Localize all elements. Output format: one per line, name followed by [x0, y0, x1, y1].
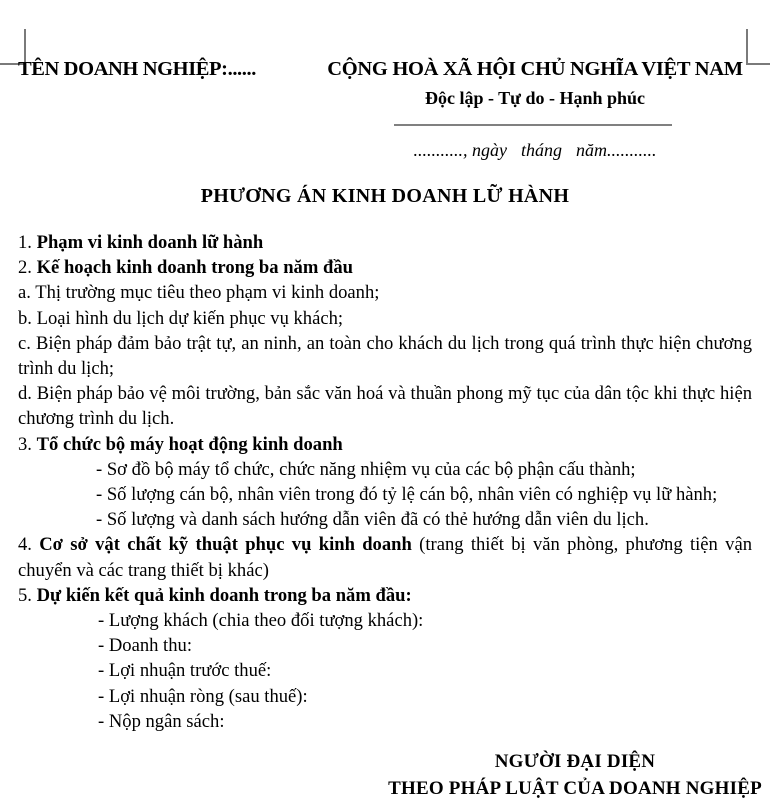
section-1-number: 1.: [18, 232, 37, 253]
document-header: [0, 58, 770, 178]
section-5-label: Dự kiến kết quả kinh doanh trong ba năm đầu:: [36, 584, 412, 606]
section-5-bullet-3: - Lợi nhuận trước thuế:: [98, 660, 272, 682]
company-name-field: TÊN DOANH NGHIỆP:......: [18, 58, 256, 80]
date-prefix: ..........., ngày: [413, 140, 507, 160]
section-5-bullet-2: - Doanh thu:: [98, 635, 192, 657]
section-5-bullet-5: - Nộp ngân sách:: [98, 710, 225, 732]
section-1-label: Phạm vi kinh doanh lữ hành: [36, 232, 264, 253]
section-5-bullet-4: - Lợi nhuận ròng (sau thuế):: [98, 685, 308, 707]
section-3-number: 3.: [18, 433, 37, 455]
page-title: PHƯƠNG ÁN KINH DOANH LỮ HÀNH: [200, 185, 570, 207]
section-5-number: 5.: [18, 584, 37, 606]
section-4-detail: (trang thiết bị văn phòng, phương tiện vận chuyển và các trang thiết bị khác): [18, 534, 752, 581]
section-2-item-a: a. Thị trường mục tiêu theo phạm vi kinh doanh;: [18, 282, 380, 304]
section-1-heading: [18, 230, 752, 255]
section-2-label: Kế hoạch kinh doanh trong ba năm đầu: [36, 257, 353, 279]
section-5-heading: [18, 583, 752, 608]
section-2-item-c: c. Biện pháp đảm bảo trật tự, an ninh, an toàn cho khách du lịch trong quá trình thực hiện chương trình du lịch;: [18, 332, 752, 380]
section-5-bullet-1: - Lượng khách (chia theo đối tượng khách):: [98, 610, 424, 632]
section-4-number: 4.: [18, 534, 40, 556]
date-year: năm...........: [576, 140, 657, 160]
section-2-number: 2.: [18, 257, 37, 279]
section-3-heading: [18, 432, 752, 457]
document-body: [18, 230, 752, 734]
section-2-item-d: d. Biện pháp bảo vệ môi trường, bản sắc văn hoá và thuần phong mỹ tục của dân tộc khi thực hiện chương trình du lịch.: [18, 383, 752, 430]
section-3-label: Tổ chức bộ máy hoạt động kinh doanh: [36, 433, 343, 455]
national-motto: Độc lập - Tự do - Hạnh phúc: [424, 88, 646, 108]
signature-line-2: THEO PHÁP LUẬT CỦA DOANH NGHIỆP: [388, 778, 762, 799]
section-2-heading: [18, 255, 752, 280]
section-4-heading: [18, 532, 752, 582]
national-title: CỘNG HOÀ XÃ HỘI CHỦ NGHĨA VIỆT NAM: [327, 58, 743, 80]
section-3-bullet-3: - Số lượng và danh sách hướng dẫn viên đã có thẻ hướng dẫn viên du lịch.: [96, 509, 649, 531]
signature-line-1: NGƯỜI ĐẠI DIỆN: [494, 751, 656, 772]
section-3-bullet-2: - Số lượng cán bộ, nhân viên trong đó tỷ lệ cán bộ, nhân viên có nghiệp vụ lữ hành;: [96, 484, 718, 506]
signature-block: [380, 748, 770, 802]
section-2-item-b: b. Loại hình du lịch dự kiến phục vụ khách;: [18, 307, 344, 329]
section-3-bullet-1: - Sơ đồ bộ máy tổ chức, chức năng nhiệm vụ của các bộ phận cấu thành;: [96, 458, 636, 480]
motto-divider: [394, 124, 672, 126]
date-line: [305, 140, 765, 161]
date-month: tháng: [520, 140, 562, 160]
section-4-label: Cơ sở vật chất kỹ thuật phục vụ kinh doanh: [39, 534, 412, 556]
